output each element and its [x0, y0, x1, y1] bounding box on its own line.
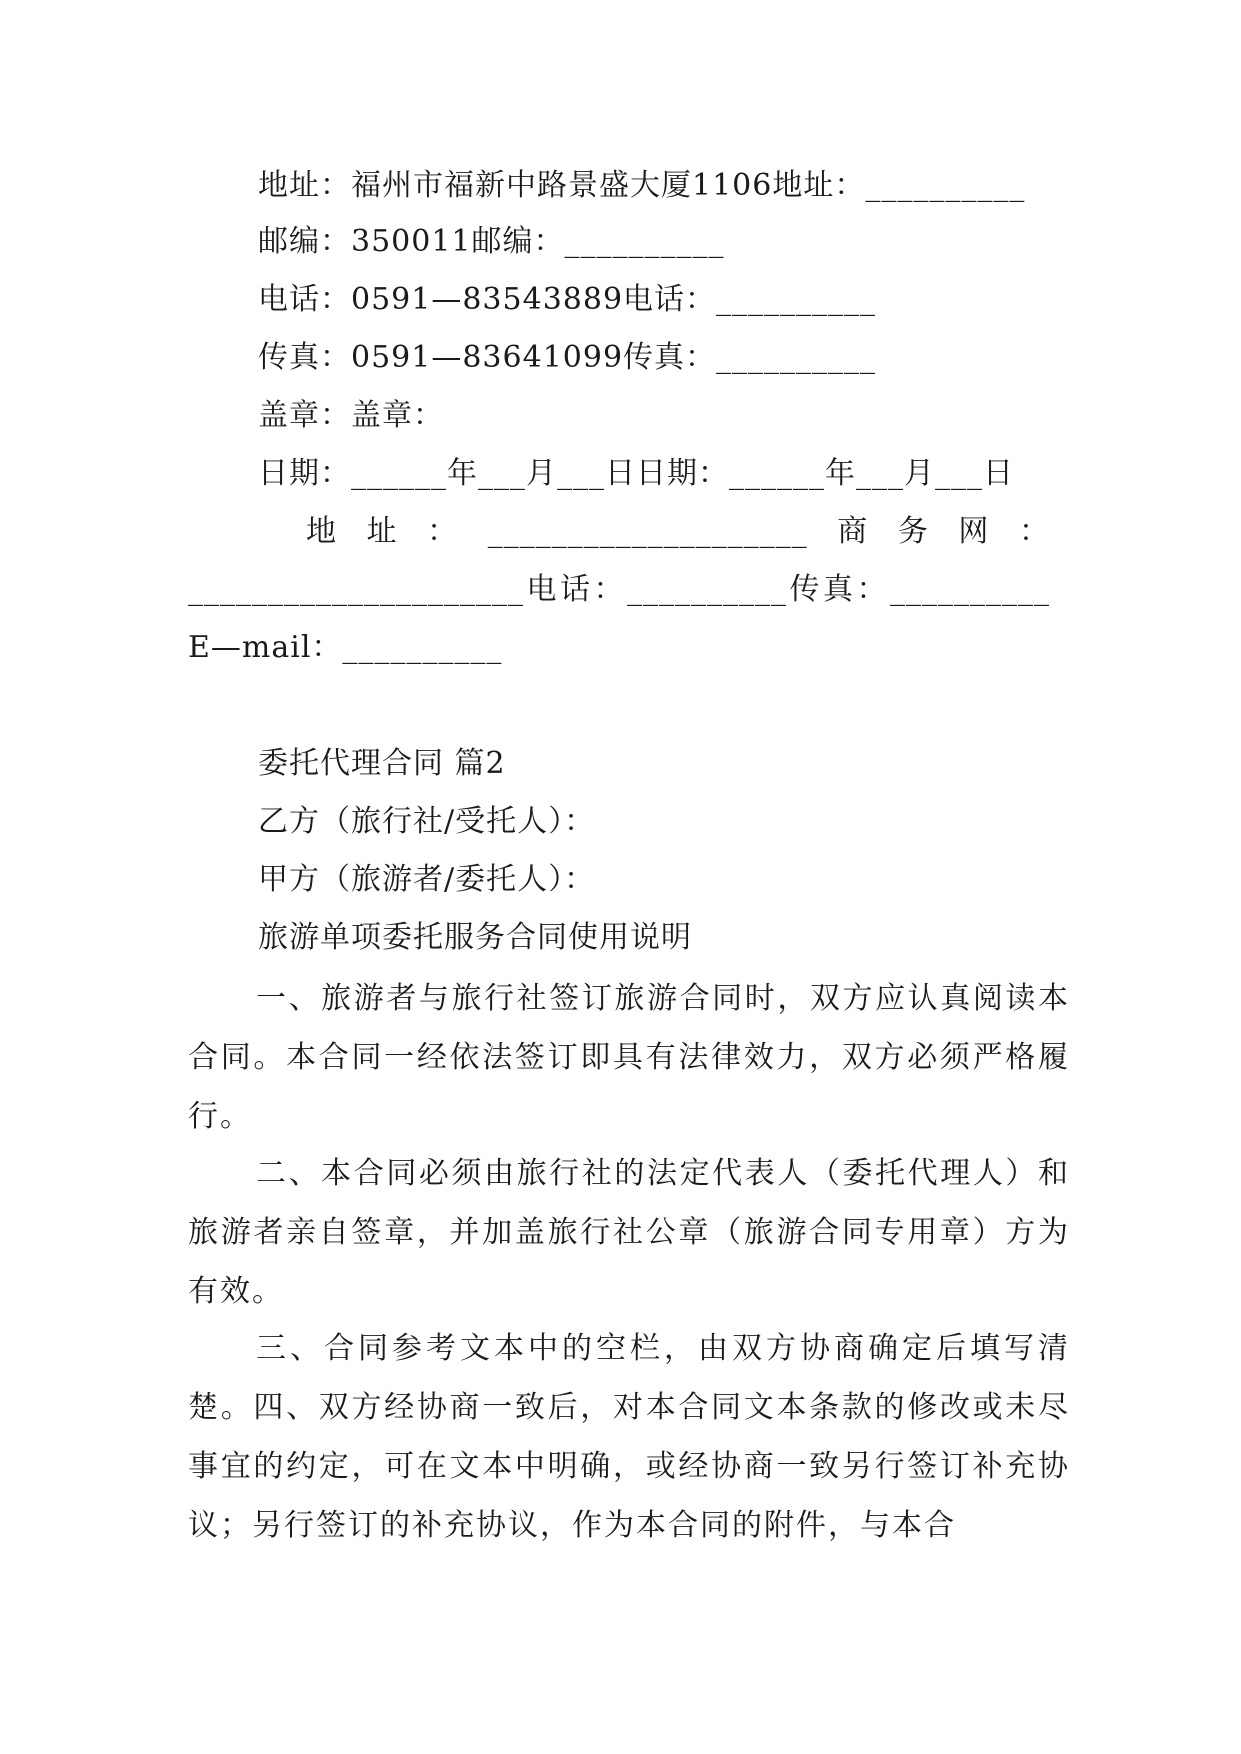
party-b-line: 乙方（旅行社/受托人）：	[258, 804, 596, 839]
instructions-title: 旅游单项委托服务合同使用说明	[258, 920, 692, 955]
address-site-line: 地址：____________________商务网：	[306, 514, 1050, 549]
postcode-line: 邮编：350011邮编：__________	[258, 224, 725, 259]
phone-fax-line: _____________________电话：__________传真：__________	[188, 572, 1050, 607]
phone-line: 电话：0591—83543889电话：__________	[258, 282, 877, 317]
address-line: 地址：福州市福新中路景盛大厦1106地址：__________	[258, 168, 1026, 203]
fax-line: 传真：0591—83641099传真：__________	[258, 340, 877, 375]
seal-line: 盖章：盖章：	[258, 398, 444, 433]
instruction-paragraph-2: 二、本合同必须由旅行社的法定代表人（委托代理人）和旅游者亲自签章，并加盖旅行社公章（旅游合同专用章）方为有效。	[188, 1156, 1070, 1309]
instruction-paragraph-3: 三、合同参考文本中的空栏，由双方协商确定后填写清楚。四、双方经协商一致后，对本合同文本条款的修改或未尽事宜的约定，可在文本中明确，或经协商一致另行签订补充协议；另行签订的补充协议，作为本合同的附件，与本合	[188, 1331, 1070, 1543]
date-line: 日期：______年___月___日日期：______年___月___日	[258, 456, 1014, 491]
section-heading: 委托代理合同 篇2	[258, 746, 506, 781]
email-line: E—mail：__________	[188, 630, 503, 665]
instruction-paragraph-1: 一、旅游者与旅行社签订旅游合同时，双方应认真阅读本合同。本合同一经依法签订即具有法律效力，双方必须严格履行。	[188, 981, 1070, 1134]
party-a-line: 甲方（旅游者/委托人）：	[258, 862, 596, 897]
